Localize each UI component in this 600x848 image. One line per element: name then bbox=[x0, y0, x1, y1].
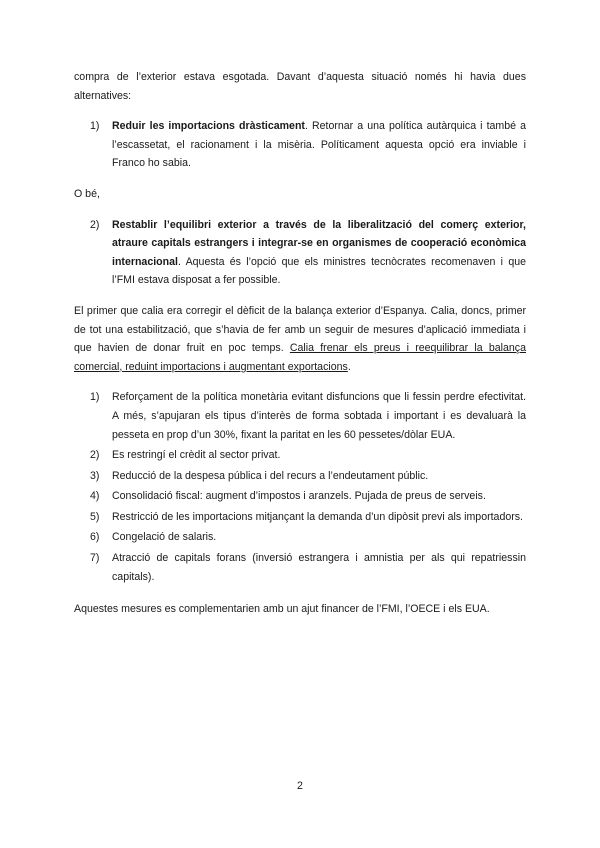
list-number: 5) bbox=[90, 510, 100, 523]
list-item bbox=[74, 117, 526, 173]
paragraph-intro: compra de l’exterior estava esgotada. Davant d’aquesta situació només hi havia dues alternatives: bbox=[74, 71, 526, 102]
measure-text: Consolidació fiscal: augment d’impostos i aranzels. Pujada de preus de serveis. bbox=[112, 490, 486, 503]
measures-list bbox=[74, 388, 526, 586]
measure-text: Atracció de capitals forans (inversió estrangera i amnistia per als qui repatriessin capitals). bbox=[112, 552, 526, 583]
list-number: 2) bbox=[90, 449, 100, 462]
alternative-text: . Aquesta és l’opció que els ministres tecnòcrates recomenaven i que l’FMI estava disposat a fer possible. bbox=[112, 255, 526, 287]
alternative-text: . Retornar a una política autàrquica i també a l’escassetat, el racionament i la misèria. Políticament aquesta opció era inviable i Franco ho sabia. bbox=[112, 120, 526, 170]
measure-text: Congelació de salaris. bbox=[112, 531, 217, 544]
list-number: 6) bbox=[90, 531, 100, 544]
alternative-title: Reduir les importacions dràsticament bbox=[112, 120, 305, 133]
measure-text: Es restringí el crèdit al sector privat. bbox=[112, 449, 281, 462]
alternatives-list bbox=[74, 117, 526, 173]
underlined-text: Calia frenar els preus i reequilibrar la balança comercial, reduint importacions i augmentant exportacions bbox=[74, 342, 526, 373]
measure-item bbox=[74, 487, 526, 506]
alternatives-list-2 bbox=[74, 216, 526, 290]
list-item bbox=[74, 216, 526, 290]
measure-text: Reducció de la despesa pública i del recurs a l’endeutament públic. bbox=[112, 469, 429, 482]
list-number: 2) bbox=[90, 218, 100, 231]
alternative-title: Restablir l’equilibri exterior a través de la liberalització del comerç exterior, atraure capitals estrangers i integrar-se en organismes de cooperació econòmica internacional bbox=[112, 218, 526, 268]
measure-item bbox=[74, 446, 526, 465]
measure-item bbox=[74, 508, 526, 527]
paragraph-text: El primer que calia era corregir el dèficit de la balança exterior d’Espanya. Calia, doncs, primer de tot una estabilització, que s’havia de fer amb un seguir de mesures d’aplicació immediata i que havien de donar fruit en poc temps. bbox=[74, 304, 526, 355]
measure-item bbox=[74, 549, 526, 586]
measure-text: Reforçament de la política monetària evitant disfuncions que li fessin perdre efectivitat. A més, s’apujaran els tipus d’interès de forma sobtada i important i es devaluarà la pesseta en prop d’un 30%, fixant la paritat en les 60 pessetes/dòlar EUA. bbox=[112, 391, 526, 441]
paragraph-end: . bbox=[347, 360, 351, 373]
page-number: 2 bbox=[297, 780, 303, 792]
body-text bbox=[74, 68, 526, 619]
list-number: 1) bbox=[90, 120, 100, 133]
measure-item bbox=[74, 388, 526, 444]
paragraph-closing: Aquestes mesures es complementarien amb un ajut financer de l’FMI, l’OECE i els EUA. bbox=[74, 603, 490, 616]
list-number: 3) bbox=[90, 469, 100, 482]
list-number: 7) bbox=[90, 552, 100, 565]
measure-item bbox=[74, 467, 526, 486]
list-number: 4) bbox=[90, 490, 100, 503]
list-number: 1) bbox=[90, 391, 100, 404]
measure-item bbox=[74, 528, 526, 547]
paragraph-stabilization bbox=[74, 302, 526, 376]
measure-text: Restricció de les importacions mitjançant la demanda d’un dipòsit previ als importadors. bbox=[112, 510, 523, 523]
paragraph-obe: O bé, bbox=[74, 187, 100, 200]
